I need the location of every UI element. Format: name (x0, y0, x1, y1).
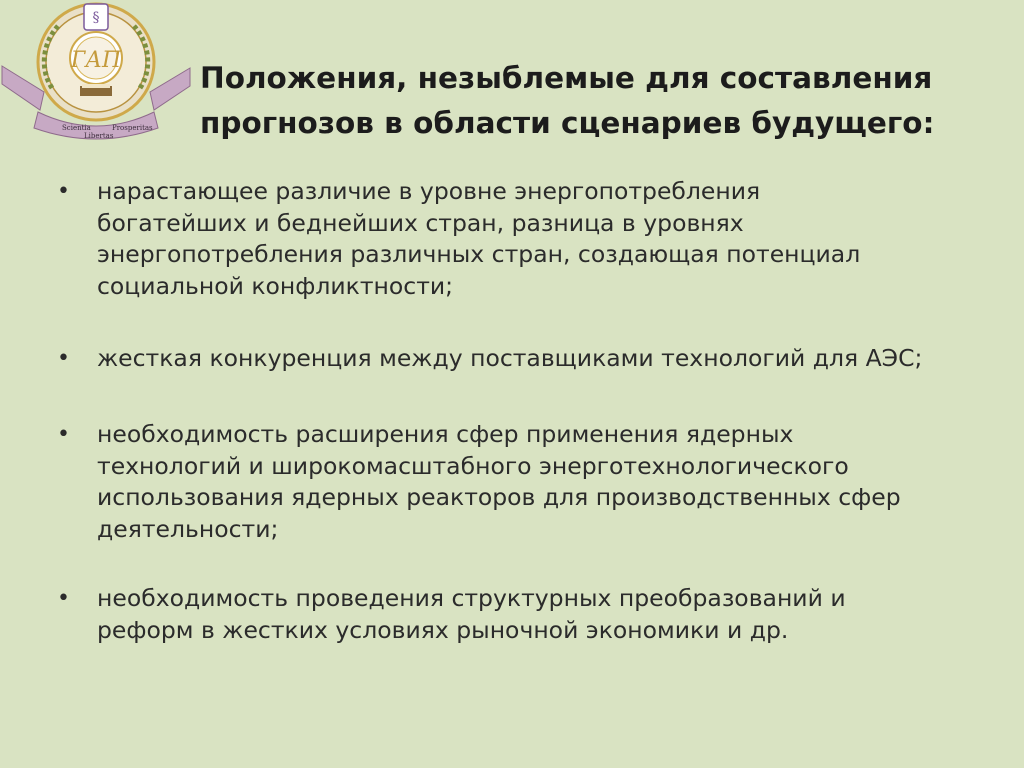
bullet-dot: • (57, 586, 70, 611)
bullet-4-line-2: реформ в жестких условиях рыночной экономики и др. (97, 615, 789, 644)
bullet-1-line-4: социальной конфликтности; (97, 271, 454, 300)
ribbon-text-right: Prosperitas (112, 124, 153, 132)
bullet-1-line-1: нарастающее различие в уровне энергопотребления (97, 177, 761, 205)
bullet-4-line-1: необходимость проведения структурных преобразований и (97, 584, 846, 612)
bullet-item-2 (0, 343, 952, 375)
university-emblem-logo (0, 0, 195, 150)
bullet-1-line-2: богатейших и беднейших стран, разница в уровнях (97, 208, 744, 237)
bullet-item-3 (0, 419, 931, 545)
bullet-2-line-1: жесткая конкуренция между поставщиками технологий для АЭС; (97, 344, 923, 372)
emblem-monogram: ГАП (70, 48, 122, 73)
bullet-3-line-2: технологий и широкомасштабного энерготехнологического (97, 451, 849, 480)
bullet-dot: • (57, 179, 70, 204)
bullet-3-line-4: деятельности; (97, 514, 279, 543)
bullet-dot: • (57, 422, 70, 447)
slide-title-line-1: Положения, незыблемые для составления (200, 61, 933, 95)
bullet-item-1 (0, 176, 890, 302)
bullet-3-line-3: использования ядерных реакторов для производственных сфер (97, 483, 901, 511)
ribbon-text-left: Scientia (62, 124, 91, 132)
emblem-graphic (0, 0, 195, 150)
ribbon-text-center: Libertas (84, 132, 114, 140)
slide-title (200, 56, 1000, 146)
bullet-1-line-3: энергопотребления различных стран, создающая потенциал (97, 240, 861, 268)
svg-text:§: § (92, 10, 100, 26)
slide-title-line-2: прогнозов в области сценариев будущего: (200, 106, 935, 140)
bullet-3-line-1: необходимость расширения сфер применения ядерных (97, 420, 794, 448)
bullet-item-4 (0, 583, 876, 646)
bullet-dot: • (57, 346, 70, 371)
